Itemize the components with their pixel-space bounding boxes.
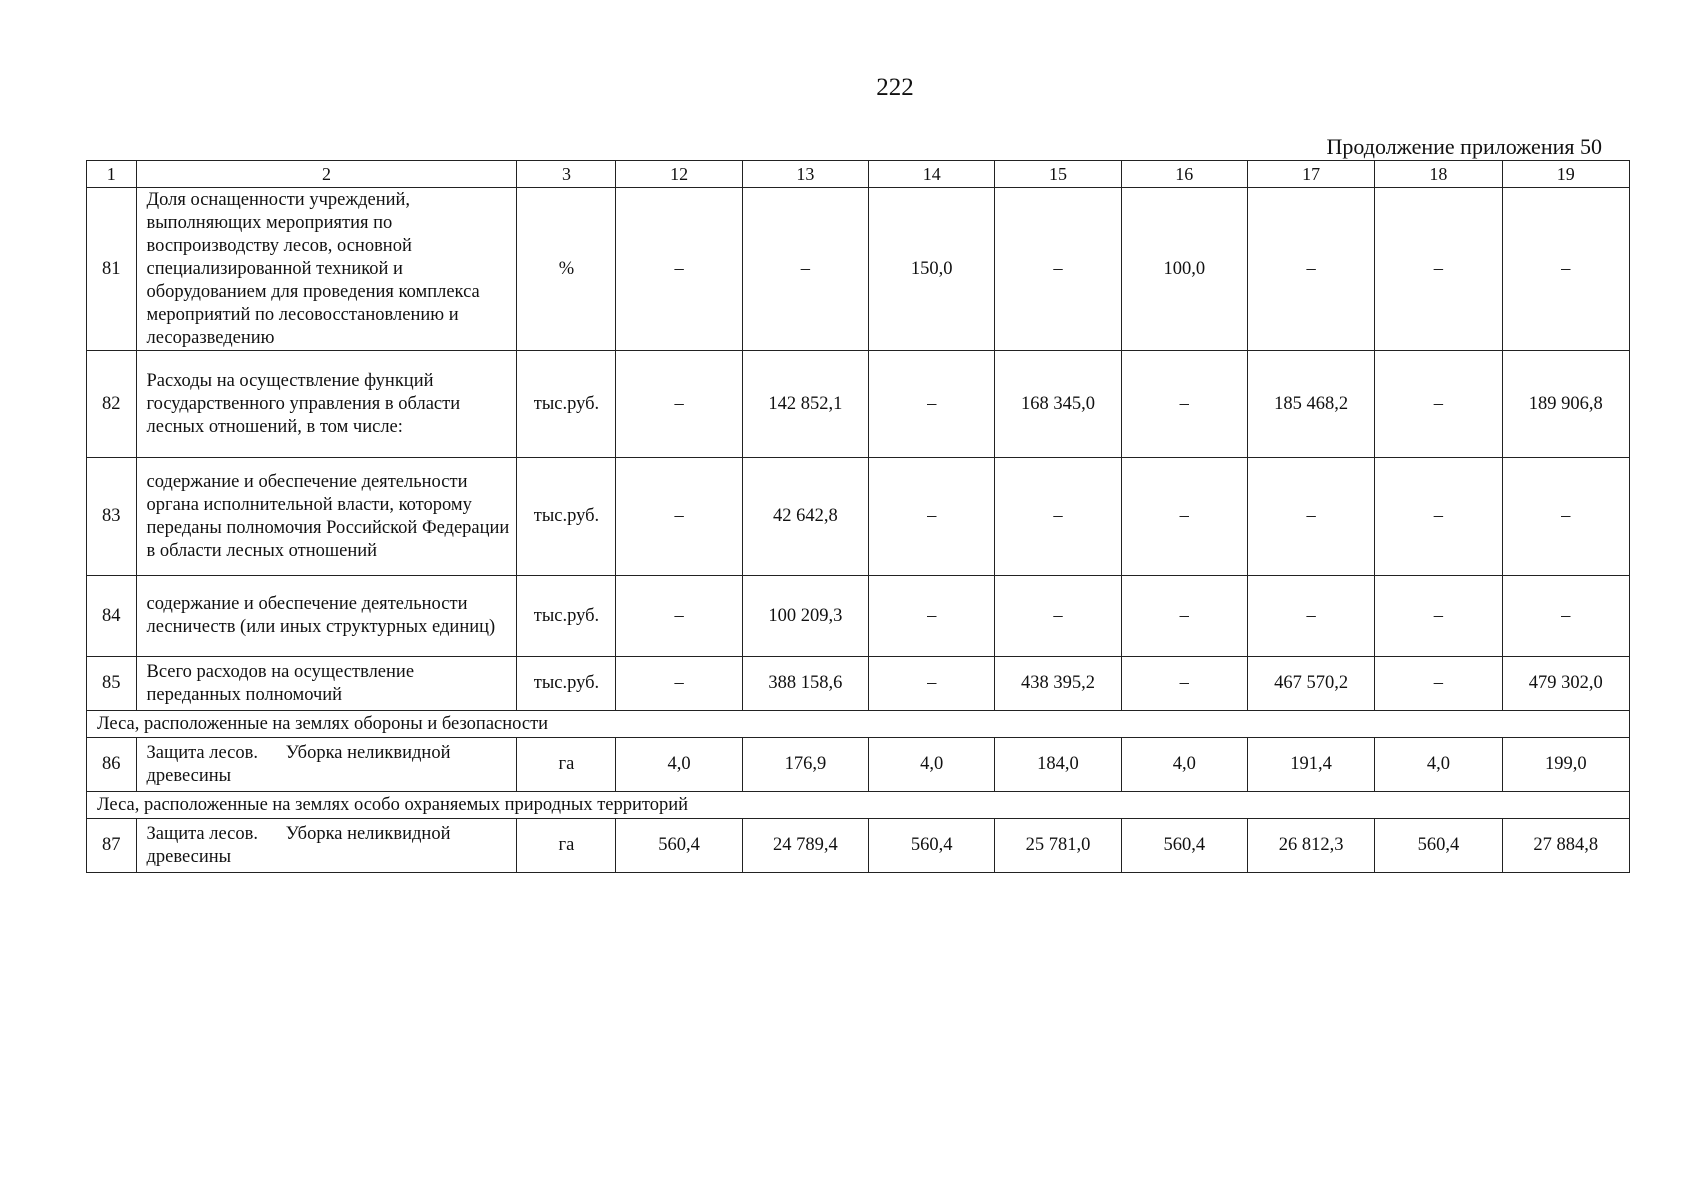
row-number: 85 xyxy=(87,657,137,711)
table-cell: – xyxy=(616,576,742,657)
table-cell: 100 209,3 xyxy=(742,576,868,657)
table-cell: – xyxy=(616,657,742,711)
section-row xyxy=(87,711,1630,738)
table-cell: 27 884,8 xyxy=(1502,819,1629,873)
row-unit: тыс.руб. xyxy=(517,458,616,576)
table-cell: – xyxy=(995,188,1121,351)
table-cell: – xyxy=(616,188,742,351)
table-cell: – xyxy=(1247,458,1374,576)
table-cell: 199,0 xyxy=(1502,738,1629,792)
page-number: 222 xyxy=(876,74,914,101)
table-cell: – xyxy=(1247,576,1374,657)
column-header: 3 xyxy=(517,161,616,188)
column-header: 19 xyxy=(1502,161,1629,188)
table-cell: 4,0 xyxy=(1375,738,1502,792)
table-cell: 24 789,4 xyxy=(742,819,868,873)
table-cell: – xyxy=(1502,458,1629,576)
table-row xyxy=(87,819,1630,873)
table-cell: 467 570,2 xyxy=(1247,657,1374,711)
row-description: Доля оснащенности учреждений, выполняющих мероприятия по воспроизводству лесов, основной специализированной техникой и оборудованием для проведения комплекса мероприятий по лесовосстановлению и лесоразведению xyxy=(136,188,517,351)
table-cell: – xyxy=(869,657,995,711)
table-cell: – xyxy=(1375,188,1502,351)
table-cell: 26 812,3 xyxy=(1247,819,1374,873)
row-number: 87 xyxy=(87,819,137,873)
table-cell: – xyxy=(616,351,742,458)
table-row xyxy=(87,738,1630,792)
table-cell: 4,0 xyxy=(1121,738,1247,792)
appendix-table xyxy=(86,160,1630,873)
table-cell: – xyxy=(869,458,995,576)
table-cell: – xyxy=(995,576,1121,657)
column-header: 16 xyxy=(1121,161,1247,188)
table-cell: 479 302,0 xyxy=(1502,657,1629,711)
table-cell: – xyxy=(1375,351,1502,458)
row-description: Всего расходов на осуществление переданных полномочий xyxy=(136,657,517,711)
column-header: 14 xyxy=(869,161,995,188)
row-description: Защита лесов. Уборка неликвидной древесины xyxy=(136,738,517,792)
table-cell: – xyxy=(1121,657,1247,711)
row-number: 86 xyxy=(87,738,137,792)
table-header-row xyxy=(87,161,1630,188)
table-cell: – xyxy=(742,188,868,351)
table-cell: 560,4 xyxy=(1375,819,1502,873)
table-cell: 150,0 xyxy=(869,188,995,351)
table-cell: 4,0 xyxy=(869,738,995,792)
section-heading: Леса, расположенные на землях обороны и безопасности xyxy=(87,711,1630,738)
table-cell: – xyxy=(1502,188,1629,351)
row-number: 83 xyxy=(87,458,137,576)
table-row xyxy=(87,351,1630,458)
continuation-label: Продолжение приложения 50 xyxy=(1326,134,1602,159)
table-row xyxy=(87,188,1630,351)
row-unit: тыс.руб. xyxy=(517,576,616,657)
table-row xyxy=(87,458,1630,576)
table-cell: – xyxy=(869,576,995,657)
column-header: 1 xyxy=(87,161,137,188)
row-description: содержание и обеспечение деятельности органа исполнительной власти, которому переданы полномочия Российской Федерации в области лесных отношений xyxy=(136,458,517,576)
row-unit: % xyxy=(517,188,616,351)
table-cell: – xyxy=(1375,458,1502,576)
row-description: Защита лесов. Уборка неликвидной древесины xyxy=(136,819,517,873)
table-cell: 168 345,0 xyxy=(995,351,1121,458)
table-cell: 176,9 xyxy=(742,738,868,792)
table-cell: 142 852,1 xyxy=(742,351,868,458)
row-number: 82 xyxy=(87,351,137,458)
row-unit: га xyxy=(517,819,616,873)
table-cell: 185 468,2 xyxy=(1247,351,1374,458)
table-cell: 100,0 xyxy=(1121,188,1247,351)
table-cell: – xyxy=(1121,458,1247,576)
table-cell: 560,4 xyxy=(616,819,742,873)
table-cell: 184,0 xyxy=(995,738,1121,792)
row-number: 81 xyxy=(87,188,137,351)
column-header: 12 xyxy=(616,161,742,188)
column-header: 15 xyxy=(995,161,1121,188)
table-cell: – xyxy=(1121,576,1247,657)
table-row xyxy=(87,576,1630,657)
table-cell: – xyxy=(1502,576,1629,657)
section-heading: Леса, расположенные на землях особо охраняемых природных территорий xyxy=(87,792,1630,819)
table-cell: – xyxy=(1375,657,1502,711)
row-number: 84 xyxy=(87,576,137,657)
row-unit: тыс.руб. xyxy=(517,657,616,711)
row-description: содержание и обеспечение деятельности лесничеств (или иных структурных единиц) xyxy=(136,576,517,657)
table-cell: – xyxy=(1375,576,1502,657)
table-cell: 191,4 xyxy=(1247,738,1374,792)
table-cell: 560,4 xyxy=(1121,819,1247,873)
table-cell: 42 642,8 xyxy=(742,458,868,576)
table-cell: – xyxy=(995,458,1121,576)
table-cell: 189 906,8 xyxy=(1502,351,1629,458)
table-cell: 560,4 xyxy=(869,819,995,873)
table-cell: – xyxy=(616,458,742,576)
section-row xyxy=(87,792,1630,819)
column-header: 17 xyxy=(1247,161,1374,188)
table-cell: – xyxy=(869,351,995,458)
table-cell: – xyxy=(1247,188,1374,351)
row-description: Расходы на осуществление функций государственного управления в области лесных отношений, в том числе: xyxy=(136,351,517,458)
column-header: 2 xyxy=(136,161,517,188)
table-cell: 438 395,2 xyxy=(995,657,1121,711)
table-cell: – xyxy=(1121,351,1247,458)
table-cell: 4,0 xyxy=(616,738,742,792)
column-header: 18 xyxy=(1375,161,1502,188)
table-cell: 388 158,6 xyxy=(742,657,868,711)
column-header: 13 xyxy=(742,161,868,188)
table-row xyxy=(87,657,1630,711)
table-cell: 25 781,0 xyxy=(995,819,1121,873)
row-unit: тыс.руб. xyxy=(517,351,616,458)
row-unit: га xyxy=(517,738,616,792)
